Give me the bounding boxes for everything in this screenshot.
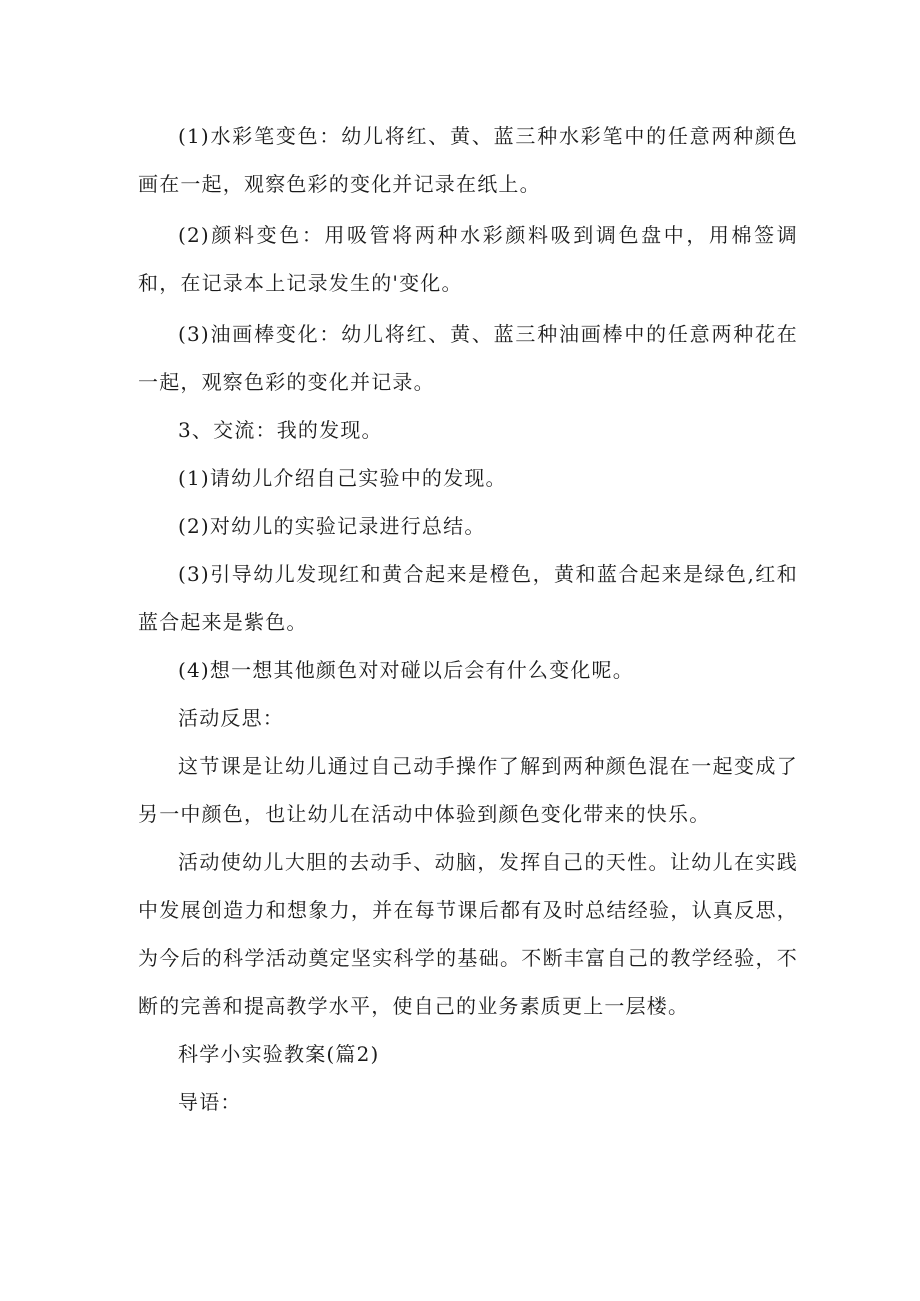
paragraph-oil-pastel: (3)油画棒变化：幼儿将红、黄、蓝三种油画棒中的任意两种花在一起，观察色彩的变化并记录。 [138,322,798,394]
paragraph-think-other-colors: (4)想一想其他颜色对对碰以后会有什么变化呢。 [178,658,634,682]
section-heading-intro: 导语： [178,1090,242,1114]
paragraph-color-results: (3)引导幼儿发现红和黄合起来是橙色，黄和蓝合起来是绿色,红和蓝合起来是紫色。 [138,562,798,634]
paragraph-reflection-1: 这节课是让幼儿通过自己动手操作了解到两种颜色混在一起变成了另一中颜色，也让幼儿在活动中体验到颜色变化带来的快乐。 [138,754,798,826]
paragraph-summarize-records: (2)对幼儿的实验记录进行总结。 [178,514,486,538]
paragraph-introduce-findings: (1)请幼儿介绍自己实验中的发现。 [178,466,507,490]
paragraph-reflection-2: 活动使幼儿大胆的去动手、动脑，发挥自己的天性。让幼儿在实践中发展创造力和想象力，并在每节课后都有及时总结经验，认真反思，为今后的科学活动奠定坚实科学的基础。不断丰富自己的教学经验，不断的完善和提高教学水平，使自己的业务素质更上一层楼。 [138,850,798,1018]
document-body [138,112,798,1126]
section-heading-reflection: 活动反思： [178,706,284,730]
paragraph-exchange-heading: 3、交流：我的发现。 [178,418,383,442]
paragraph-watercolor-pen: (1)水彩笔变色：幼儿将红、黄、蓝三种水彩笔中的任意两种颜色画在一起，观察色彩的变化并记录在纸上。 [138,124,798,196]
paragraph-paint-mixing: (2)颜料变色：用吸管将两种水彩颜料吸到调色盘中，用棉签调和，在记录本上记录发生的'变化。 [138,223,798,295]
section-heading-lesson-2: 科学小实验教案(篇2) [178,1042,380,1066]
